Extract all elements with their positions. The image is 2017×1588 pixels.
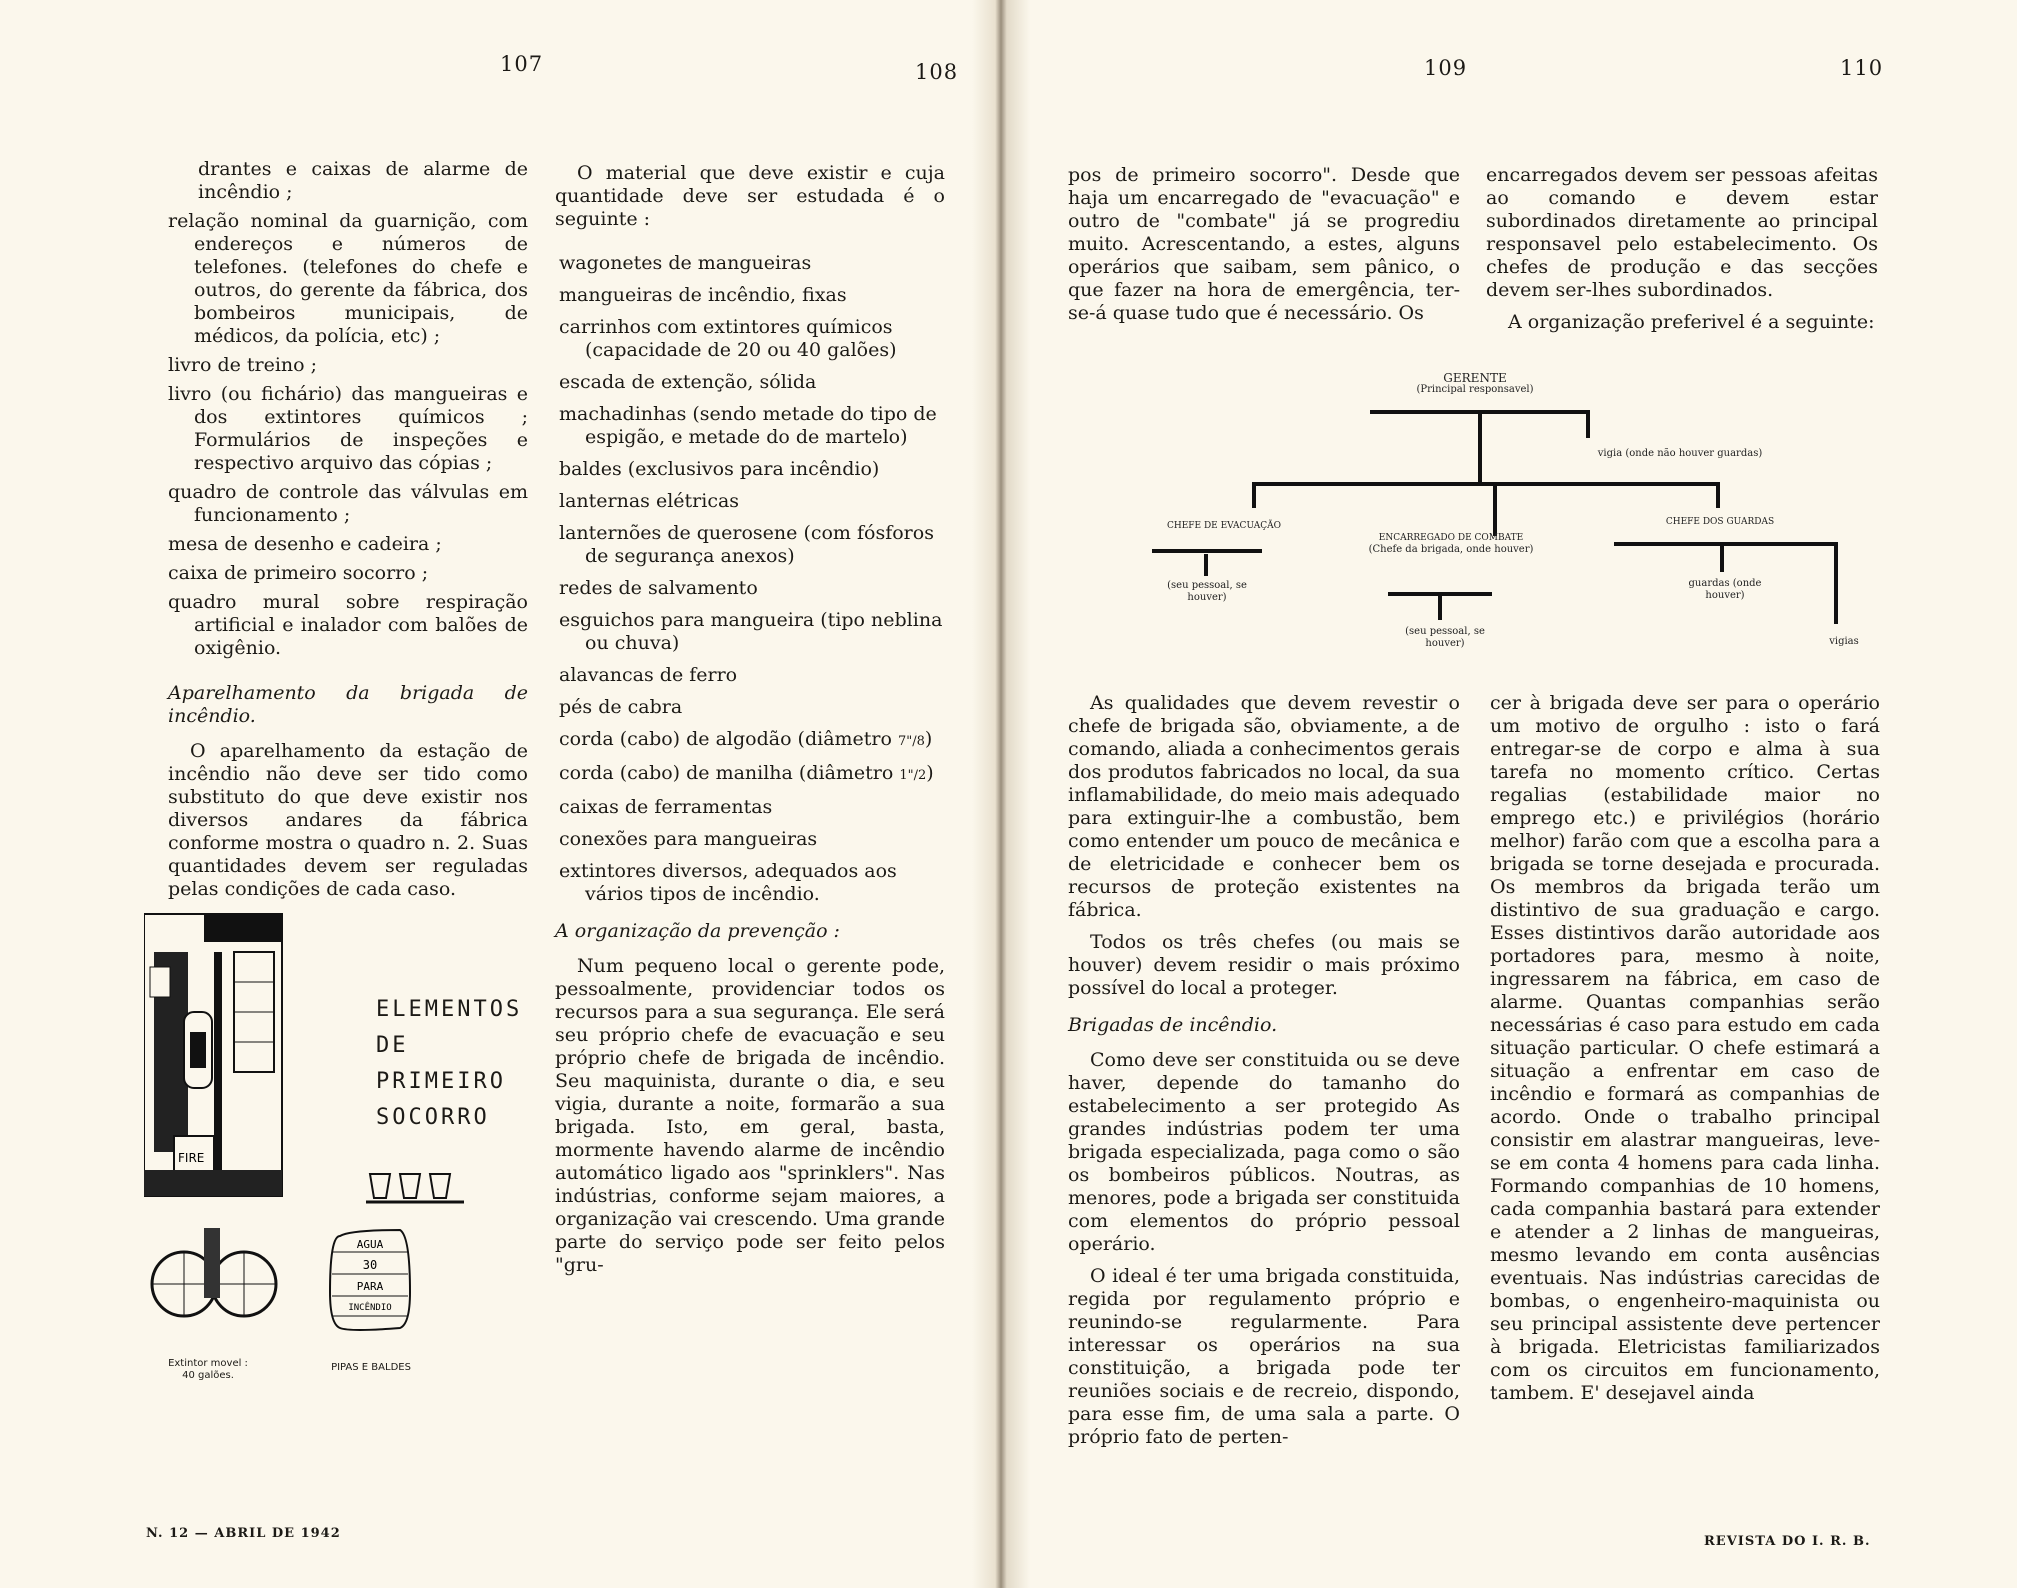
list-item: lanternões de querosene (com fósforos de segurança anexos) [559, 522, 934, 567]
caption-line: Extintor movel : [168, 1358, 248, 1369]
paragraph: O aparelhamento da estação de incêndio não deve ser tido como substituto do que deve existir nos diversos andares da fábrica conforme mostra o quadro n. 2. Suas quantidades devem ser reguladas pelas condições de cada caso. [168, 740, 528, 900]
list-item: corda (cabo) de algodão (diâmetro 7"/8) [559, 728, 933, 750]
figure-caption-left [148, 1358, 268, 1382]
org-node-guardas: guardas (onde houver) [1688, 578, 1762, 601]
section-heading: Brigadas de incêndio. [1068, 1014, 1278, 1036]
page-number-108: 108 [915, 60, 959, 84]
list-item: lanternas elétricas [559, 490, 740, 512]
fraction: 1"/2 [899, 768, 927, 783]
footer-right: REVISTA DO I. R. B. [1704, 1534, 1871, 1549]
list-item: machadinhas (sendo metade do tipo de espigão, e metade do de martelo) [559, 403, 937, 448]
list-item: carrinhos com extintores químicos (capacidade de 20 ou 40 galões) [559, 316, 897, 361]
column-2 [555, 162, 945, 1286]
paragraph: Num pequeno local o gerente pode, pessoalmente, providenciar todos os recursos para a sua segurança. Ele será seu próprio chefe de evacuação e seu próprio chefe de brigada de incêndio. Seu maquinista, durante o dia, e seu vigia, durante a noite, formarão a sua brigada. Isto, em geral, basta, mormente havendo alarme de incêndio automático ligado aos "sprinklers". Nas indústrias, conforme sejam maiores, a organização vai crescendo. Uma grande parte do serviço pode ser feito pelos "gru- [555, 955, 945, 1276]
figure-title-line: ELEMENTOS [376, 997, 523, 1022]
org-label-text: GERENTE [1443, 371, 1507, 385]
org-label-text: ENCARREGADO DE COMBATE [1378, 533, 1524, 543]
list-item: esguichos para mangueira (tipo neblina ou chuva) [559, 609, 943, 654]
barrel-text: PARA [356, 1280, 384, 1293]
right-page [1000, 0, 2017, 1588]
list-item: mangueiras de incêndio, fixas [559, 284, 847, 306]
figure-title [376, 992, 544, 1136]
list-item: wagonetes de mangueiras [559, 252, 812, 274]
first-aid-figure [144, 912, 544, 1392]
caption-line: 40 galões. [182, 1370, 234, 1381]
list-item-text: corda (cabo) de algodão (diâmetro [559, 728, 892, 750]
left-page [0, 0, 1000, 1588]
fraction: 7"/8 [898, 734, 925, 749]
column-1 [168, 158, 528, 910]
list-item: corda (cabo) de manilha (diâmetro 1"/2) [559, 762, 934, 784]
paragraph: O material que deve existir e cuja quantidade deve ser estudada é o seguinte : [555, 162, 945, 230]
section-heading: A organização da prevenção : [555, 920, 840, 942]
page-number-109: 109 [1424, 56, 1468, 80]
org-node-pessoal-mid: (seu pessoal, se houver) [1405, 626, 1485, 649]
barrel-text: AGUA [356, 1238, 384, 1251]
org-chart [1100, 366, 1880, 666]
figure-caption-right: PIPAS E BALDES [331, 1362, 411, 1373]
column-3-top [1068, 164, 1460, 334]
list-item: mesa de desenho e cadeira ; [168, 533, 442, 555]
list-item: livro de treino ; [168, 354, 318, 376]
list-item: caixas de ferramentas [559, 796, 773, 818]
org-node-chefe-evacuacao: CHEFE DE EVACUAÇÃO [1166, 521, 1282, 531]
paragraph: As qualidades que devem revestir o chefe de brigada são, obviamente, a de comando, aliada a conhecimentos gerais dos produtos fabricados no local, da sua inflamabilidade, do meio mais adequado para extinguir-lhe a combustão, bem como entender um pouco de mecânica e de eletricidade e conhecer bem os recursos de proteção existentes na fábrica. [1068, 692, 1460, 921]
list-item-text: corda (cabo) de manilha (diâmetro [559, 762, 894, 784]
paragraph: pos de primeiro socorro". Desde que haja um encarregado de "evacuação" e outro de "combate" já se progrediu muito. Acrescentando, a estes, alguns operários que saibam, sem pânico, o que fazer na hora de emergência, ter-se-á quase tudo que é necessário. Os [1068, 164, 1460, 324]
column-4-bottom [1490, 692, 1880, 1414]
list-item: baldes (exclusivos para incêndio) [559, 458, 880, 480]
list-item: caixa de primeiro socorro ; [168, 562, 429, 584]
figure-title-line: SOCORRO [376, 1105, 490, 1130]
org-node-pessoal-left: (seu pessoal, se houver) [1167, 580, 1247, 603]
paragraph: Todos os três chefes (ou mais se houver) devem residir o mais próximo possível do local a proteger. [1068, 931, 1460, 999]
list-item: quadro mural sobre respiração artificial e inalador com balões de oxigênio. [168, 591, 528, 659]
list-item: relação nominal da guarnição, com endereços e números de telefones. (telefones do chefe e outros, do gerente da fábrica, dos bombeiros municipais, de médicos, da polícia, etc) ; [168, 210, 528, 347]
list-item: conexões para mangueiras [559, 828, 818, 850]
list-item: redes de salvamento [559, 577, 758, 599]
paragraph: encarregados devem ser pessoas afeitas ao comando e devem estar subordinados diretamente ao principal responsavel pelo estabelecimento. Os chefes de produção e das secções devem ser-lhes subordinados. [1486, 164, 1878, 301]
barrel-text: INCÊNDIO [348, 1303, 392, 1313]
org-node-encarregado [1366, 532, 1536, 556]
list-item: pés de cabra [559, 696, 683, 718]
paragraph: cer à brigada deve ser para o operário um motivo de orgulho : isto o fará entregar-se de corpo e alma à sua tarefa no momento crítico. Certas regalias (estabilidade maior no emprego etc.) e privilégios (horário melhor) farão com que a escolha para a brigada se torne desejada e procurada. Os membros da brigada terão um distintivo de sua graduação e cargo. Esses distintivos darão autoridade aos portadores para, mesmo à noite, ingressarem na fábrica, em caso de alarme. Quantas companhias serão necessárias é caso para estudo em cada situação particular. O chefe estimará a situação a enfrentar em caso de incêndio e formará as companhias de acordo. Onde o trabalho principal consistir em alastrar mangueiras, leve-se em conta 4 homens para cada linha. Formando companhias de 10 homens, cada companhia bastará para extender e atender a 2 linhas de mangueiras, mesmo levando em conta ausências eventuais. Nas indústrias carecidas de bombas, o engenheiro-maquinista ou seu principal assistente deve pertencer à brigada. Eletricistas familiarizados com os circuitos em funcionamento, tambem. E' desejavel ainda [1490, 692, 1880, 1404]
figure-title-line: DE PRIMEIRO [376, 1033, 506, 1094]
org-node-vigia: vigia (onde não houver guardas) [1597, 448, 1763, 459]
paragraph: A organização preferivel é a seguinte: [1508, 311, 1875, 333]
first-aid-illustration [144, 912, 544, 1392]
list-item: alavancas de ferro [559, 664, 738, 686]
org-label-sub: (Chefe da brigada, onde houver) [1368, 544, 1534, 555]
column-3-bottom [1068, 692, 1460, 1458]
org-node-gerente [1390, 372, 1560, 396]
org-node-chefe-guardas: CHEFE DOS GUARDAS [1665, 517, 1775, 527]
page-number-110: 110 [1840, 56, 1884, 80]
org-node-vigias: vigias [1829, 636, 1859, 647]
list-item: drantes e caixas de alarme de incêndio ; [198, 158, 528, 203]
list-item: escada de extenção, sólida [559, 371, 817, 393]
page-number-107: 107 [500, 52, 544, 76]
list-item: livro (ou fichário) das mangueiras e dos extintores químicos ; Formulários de inspeções e respectivo arquivo das cópias ; [168, 383, 528, 474]
paragraph: Como deve ser constituida ou se deve haver, depende do tamanho do estabelecimento a ser protegido As grandes indústrias podem ter uma brigada especializada, paga como o são os bombeiros públicos. Noutras, as menores, pode a brigada ser constituida com elementos do próprio pessoal operário. [1068, 1049, 1460, 1255]
footer-left: N. 12 — ABRIL DE 1942 [146, 1526, 341, 1541]
fire-label: FIRE [178, 1151, 205, 1165]
list-item: quadro de controle das válvulas em funcionamento ; [168, 481, 528, 526]
barrel-text: 30 [362, 1258, 378, 1272]
org-label-sub: (Principal responsavel) [1416, 384, 1534, 395]
column-4-top [1486, 164, 1878, 343]
list-item: extintores diversos, adequados aos vários tipos de incêndio. [559, 860, 897, 905]
section-heading: Aparelhamento da brigada de incêndio. [168, 682, 528, 727]
paragraph: O ideal é ter uma brigada constituida, regida por regulamento próprio e reunindo-se regularmente. Para interessar os operários na sua constituição, a brigada pode ter reuniões sociais e de recreio, dispondo, para esse fim, de uma sala a parte. O próprio fato de perten- [1068, 1265, 1460, 1448]
